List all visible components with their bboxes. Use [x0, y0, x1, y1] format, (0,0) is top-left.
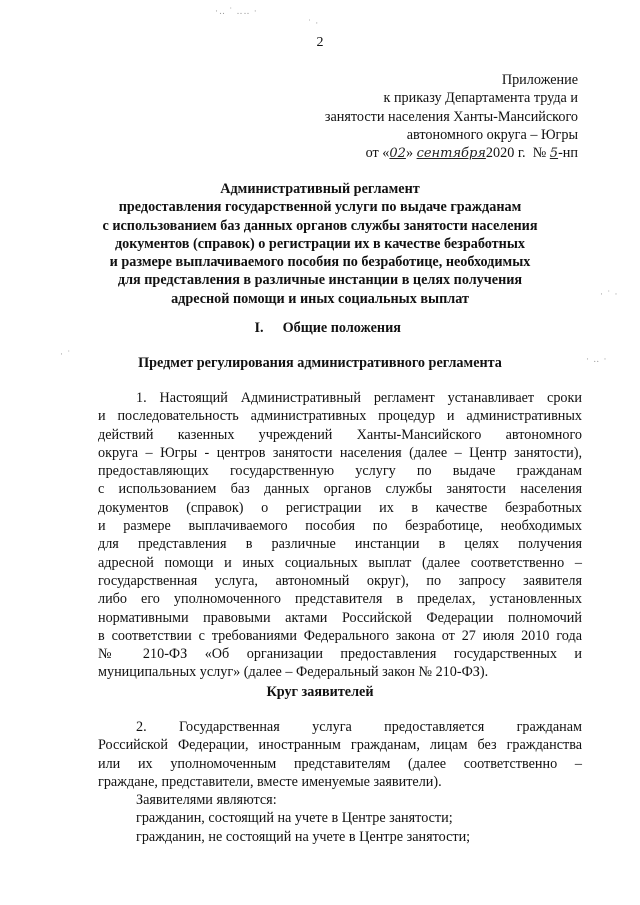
paragraph-line: и размере выплачиваемого пособия по безработице, необходимых — [98, 518, 582, 535]
appendix-line: Приложение — [501, 72, 578, 88]
scan-noise: · ‥ · — [586, 354, 608, 364]
paragraph-line: нормативными правовыми актами Российской Федерации полномочий — [98, 609, 582, 626]
paragraph-line: или их уполномоченным представителям (далее соответственно – — [98, 755, 582, 772]
paragraph-line: и последовательность административных процедур и административных — [98, 408, 582, 425]
paragraph-line: государственная услуга, автономный округ), по запросу заявителя — [98, 572, 582, 589]
paragraph-line: 1. Настоящий Административный регламент устанавливает сроки — [136, 390, 582, 406]
scan-noise: · ˙ · — [600, 289, 619, 299]
paragraph-line: с использованием баз данных органов службы занятости населения — [98, 481, 582, 498]
appendix-date-line — [325, 144, 578, 163]
paragraph-line: муниципальных услуг» (далее – Федеральный закон № 210-ФЗ). — [98, 664, 489, 681]
date-mid: » — [405, 145, 414, 162]
title-line: для представления в различные инстанции в целях получения — [117, 272, 523, 289]
paragraph-1 — [98, 389, 582, 682]
date-day-handwritten: 02 — [389, 146, 406, 162]
paragraph-line: адресной помощи и иных социальных выплат (далее соответственно – — [98, 554, 582, 571]
section-number: I. — [254, 320, 264, 336]
title-line: и размере выплачиваемого пособия по безработице, необходимых — [109, 254, 531, 271]
paragraph-2 — [98, 718, 582, 791]
appendix-line: автономного округа – Югры — [406, 126, 578, 143]
title-line: Административный регламент — [220, 181, 420, 197]
number-prefix: № — [532, 145, 547, 162]
appendix-line: занятости населения Ханты-Мансийского — [324, 108, 578, 125]
paragraph-line: предоставляющих государственную услугу по выдаче гражданам — [98, 463, 582, 480]
date-year: 2020 г. — [485, 145, 526, 162]
date-prefix: от « — [365, 145, 390, 162]
paragraph-line: действий казенных учреждений Ханты-Мансийского автономного — [98, 426, 582, 443]
paragraph-line: в соответствии с требованиями Федерального закона от 27 июля 2010 года — [98, 627, 582, 644]
applicants-list — [98, 791, 582, 846]
paragraph-line: № 210-ФЗ «Об организации предоставления государственных и — [98, 646, 582, 663]
title-line: документов (справок) о регистрации их в качестве безработных — [114, 235, 525, 252]
document-title — [0, 180, 640, 308]
paragraph-line: Российской Федерации, иностранным гражданам, лицам без гражданства — [98, 737, 582, 754]
order-number-handwritten: 5 — [549, 146, 559, 162]
title-line: предоставления государственной услуги по выдаче гражданам — [118, 199, 522, 216]
appendix-line: к приказу Департамента труда и — [383, 90, 578, 107]
subheading-applicants: Круг заявителей — [266, 684, 374, 700]
list-item: гражданин, состоящий на учете в Центре занятости; — [136, 810, 453, 827]
paragraph-line: 2. Государственная услуга предоставляется гражданам — [136, 719, 582, 735]
scan-noise: · ˙ — [60, 349, 72, 359]
page-number: 2 — [316, 35, 324, 50]
section-title: Общие положения — [282, 320, 401, 336]
paragraph-line: документов (справок) о регистрации их в качестве безработных — [98, 499, 582, 516]
number-suffix: -нп — [558, 145, 578, 162]
paragraph-line: граждане, представители, вместе именуемые заявители). — [98, 773, 442, 790]
paragraph-line: для представления в различные инстанции в целях получения — [98, 536, 582, 553]
paragraph-line: округа – Югры - центров занятости населения (далее – Центр занятости), — [98, 444, 582, 461]
title-line: с использованием баз данных органов службы занятости населения — [102, 217, 538, 234]
date-month-handwritten: сентября — [416, 146, 486, 162]
scan-noise: ˙ · — [308, 18, 320, 28]
appendix-header — [325, 71, 578, 163]
section-heading — [0, 319, 640, 337]
subheading-regulation-subject: Предмет регулирования административного регламента — [138, 355, 502, 371]
scan-noise: ·‥ ˙ ‥‥ · — [215, 6, 258, 16]
paragraph-line: либо его уполномоченного представителя в пределах, установленных — [98, 591, 582, 608]
title-line: адресной помощи и иных социальных выплат — [171, 290, 469, 307]
list-item: гражданин, не состоящий на учете в Центре занятости; — [136, 828, 471, 845]
list-item: Заявителями являются: — [136, 792, 277, 808]
